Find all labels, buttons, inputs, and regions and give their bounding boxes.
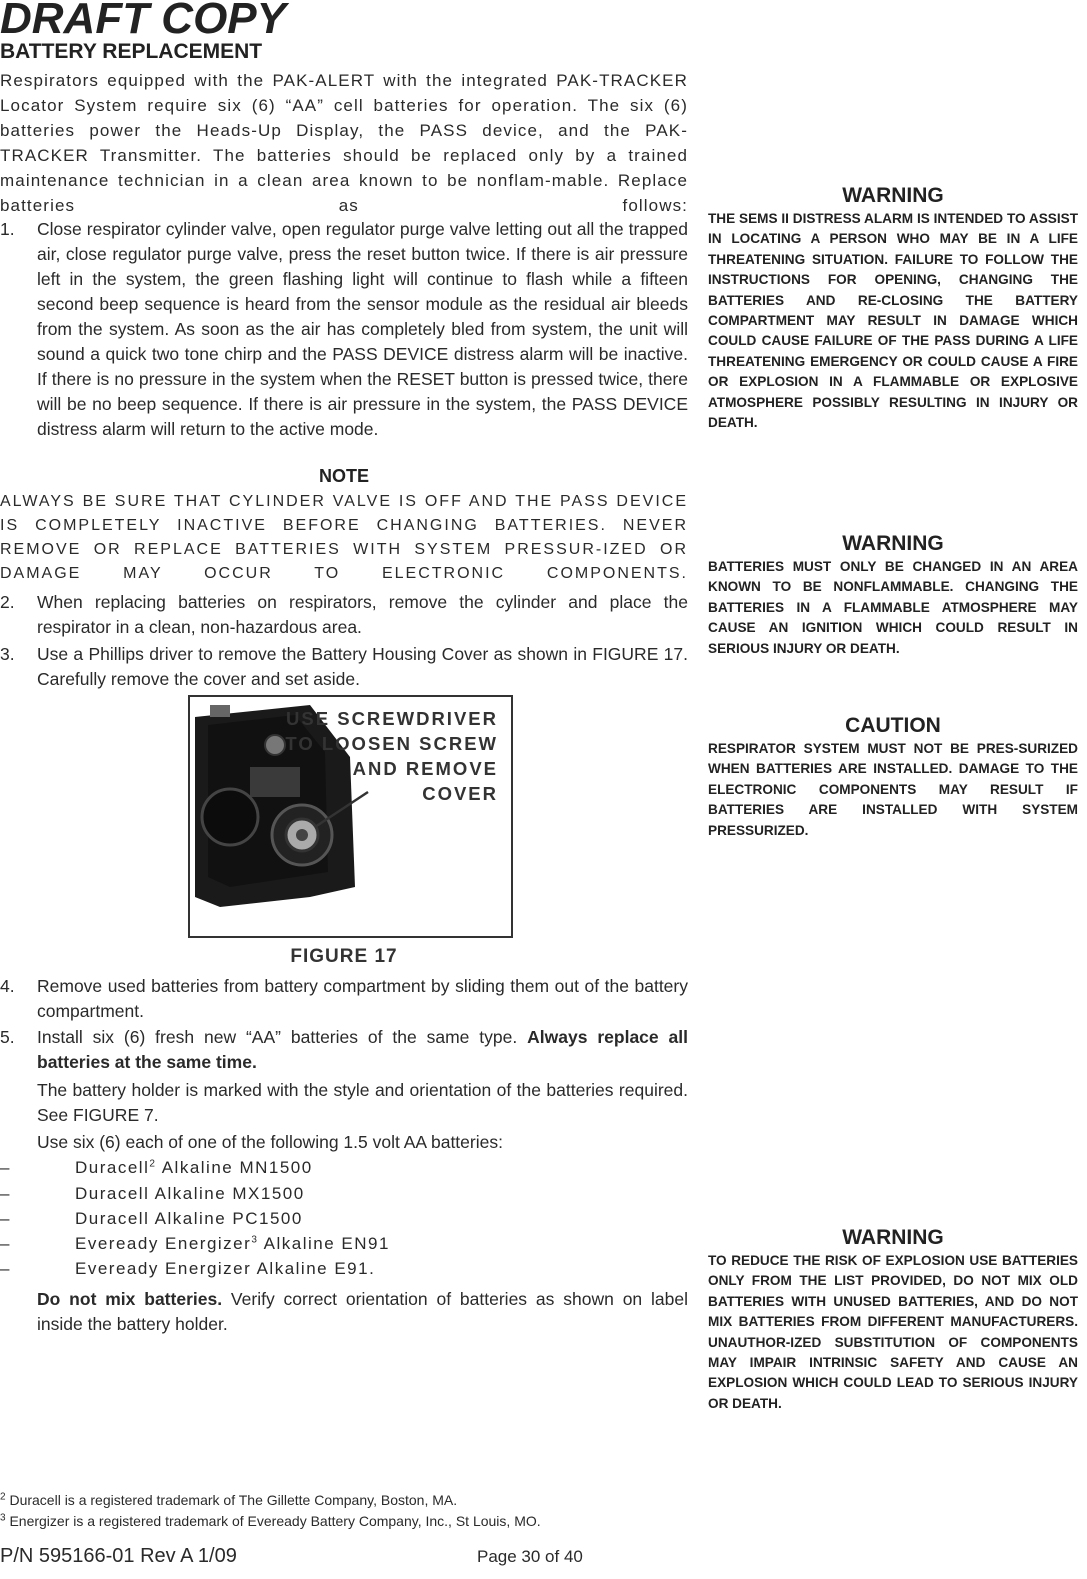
warning-heading: WARNING: [842, 184, 944, 207]
step-number: 5.: [0, 1027, 15, 1047]
mix-bold: Do not mix batteries.: [37, 1289, 223, 1309]
warning-text: THE SEMS II DISTRESS ALARM IS INTENDED TO ASSIST IN LOCATING A PERSON WHO MAY BE IN A LIFE THREATENING SITUATION. FAILURE TO FOLLOW THE INSTRUCTIONS FOR OPENING, CHANGING THE BATTERIES AND RE-CLOSING THE BATTERY COMPARTMENT MAY RESULT IN DAMAGE WHICH COULD CAUSE FAILURE OF THE PASS DURING A LIFE THREATENING EMERGENCY OR COULD CAUSE A FIRE OR EXPLOSION IN A FLAMMABLE OR EXPLOSIVE ATMOSPHERE POSSIBLY RESULTING IN INJURY OR DEATH.: [708, 211, 1078, 431]
footnote-text: Duracell is a registered trademark of The Gillette Company, Boston, MA.: [5, 1492, 458, 1508]
battery-item: [0, 1158, 313, 1178]
footnote-ref: 3: [251, 1234, 259, 1246]
warning-box-3: [708, 1225, 1078, 1414]
footnote-ref: 2: [149, 1158, 157, 1170]
callout-line: AND REMOVE: [352, 758, 498, 779]
step-number: 1.: [0, 219, 15, 239]
use-paragraph: Use six (6) each of one of the following 1.5 volt AA batteries:: [37, 1132, 503, 1152]
note-text: ALWAYS BE SURE THAT CYLINDER VALVE IS OFF AND THE PASS DEVICE IS COMPLETELY INACTIVE BEFORE CHANGING BATTERIES. NEVER REMOVE OR REPLACE BATTERIES WITH SYSTEM PRESSUR-IZED OR DAMAGE MAY OCCUR TO ELECTRONIC COMPONENTS.: [0, 493, 688, 582]
warning-text: BATTERIES MUST ONLY BE CHANGED IN AN AREA KNOWN TO BE NONFLAMMABLE. CHANGING THE BATTERIES IN A FLAMMABLE ATMOSPHERE MAY CAUSE AN IGNITION WHICH COULD RESULT IN SERIOUS INJURY OR DEATH.: [708, 559, 1078, 656]
battery-name: Duracell Alkaline MX1500: [75, 1184, 305, 1203]
step-text: When replacing batteries on respirators, remove the cylinder and place the respirator in a clean, non-hazardous area.: [37, 592, 688, 637]
step-5: [0, 1025, 688, 1075]
step-3: [0, 642, 688, 692]
battery-name: Duracell Alkaline PC1500: [75, 1209, 303, 1228]
mix-paragraph: [37, 1287, 688, 1337]
battery-model: Alkaline EN91: [258, 1234, 390, 1253]
list-dash: –: [0, 1184, 11, 1203]
footnote-2: [0, 1492, 457, 1508]
footnote-text: Energizer is a registered trademark of Eveready Battery Company, Inc., St Louis, MO.: [5, 1513, 541, 1529]
warning-box-2: [708, 531, 1078, 659]
battery-name: Eveready Energizer: [75, 1234, 252, 1253]
figure-callout: [188, 706, 498, 806]
battery-item: [0, 1234, 390, 1254]
footnote-mark: 2: [0, 1491, 6, 1503]
callout-line: USE SCREWDRIVER: [286, 708, 498, 729]
step-text: Remove used batteries from battery compartment by sliding them out of the battery compartment.: [37, 976, 688, 1021]
step-number: 4.: [0, 976, 15, 996]
caution-heading: CAUTION: [845, 714, 941, 737]
battery-name: Eveready Energizer Alkaline E91.: [75, 1259, 376, 1278]
battery-item: [0, 1259, 375, 1279]
step-text-bold: Always replace all batteries at the same time.: [37, 1027, 688, 1072]
battery-model: Alkaline MN1500: [156, 1158, 313, 1177]
step-number: 3.: [0, 644, 15, 664]
draft-watermark: DRAFT COPY: [0, 0, 286, 43]
warning-heading: WARNING: [842, 1226, 944, 1249]
callout-line: TO LOOSEN SCREW: [285, 733, 498, 754]
warning-box-1: [708, 183, 1078, 433]
step-4: [0, 974, 688, 1024]
warning-text: TO REDUCE THE RISK OF EXPLOSION USE BATTERIES ONLY FROM THE LIST PROVIDED, DO NOT MIX OLD BATTERIES WITH UNUSED BATTERIES, AND DO NOT MIX BATTERIES FROM DIFFERENT MANUFACTURERS. UNAUTHOR-IZED SUBSTITUTION OF COMPONENTS MAY IMPAIR INTRINSIC SAFETY AND CAUSE AN EXPLOSION WHICH COULD LEAD TO SERIOUS INJURY OR DEATH.: [708, 1253, 1078, 1411]
page-number: Page 30 of 40: [477, 1547, 583, 1566]
list-dash: –: [0, 1158, 11, 1177]
footnote-mark: 3: [0, 1512, 6, 1524]
step-text-main: Install six (6) fresh new “AA” batteries of the same type.: [37, 1027, 528, 1047]
battery-item: [0, 1184, 305, 1204]
section-title: BATTERY REPLACEMENT: [0, 40, 263, 63]
holder-paragraph: The battery holder is marked with the style and orientation of the batteries required. See FIGURE 7.: [37, 1080, 688, 1125]
mix-text: Verify correct orientation of batteries as shown on label inside the battery holder.: [37, 1289, 688, 1334]
step-1: [0, 217, 688, 442]
step-number: 2.: [0, 592, 15, 612]
callout-line: COVER: [422, 783, 498, 804]
step-text: [37, 1025, 688, 1075]
battery-item: [0, 1209, 303, 1229]
figure-caption: FIGURE 17: [290, 946, 398, 967]
note-heading: NOTE: [318, 466, 369, 486]
list-dash: –: [0, 1209, 11, 1228]
intro-paragraph: Respirators equipped with the PAK-ALERT with the integrated PAK-TRACKER Locator System require six (6) “AA” cell batteries for operation. The six (6) batteries power the Heads-Up Display, the PASS device, and the PAK-TRACKER Transmitter. The batteries should be replaced only by a trained maintenance technician in a clean area known to be nonflam-mable. Replace batteries as follows:: [0, 71, 688, 215]
step-text: Close respirator cylinder valve, open regulator purge valve letting out all the trapped air, close regulator purge valve, press the reset button twice. If there is air pressure left in the system, the green flashing light will continue to flash while a fifteen second beep sequence is heard from the sensor module as the residual air bleeds from the system. As soon as the air has completely bled from system, the unit will sound a quick two tone chirp and the PASS DEVICE distress alarm will be inactive. If there is no pressure in the system when the RESET button is pressed twice, there will be no beep sequence. If there is air pressure in the system, the PASS DEVICE distress alarm will return to the active mode.: [37, 219, 688, 439]
step-2: [0, 590, 688, 640]
warning-heading: WARNING: [842, 532, 944, 555]
caution-text: RESPIRATOR SYSTEM MUST NOT BE PRES-SURIZED WHEN BATTERIES ARE INSTALLED. DAMAGE TO THE ELECTRONIC COMPONENTS MAY RESULT IF BATTERIES ARE INSTALLED WITH SYSTEM PRESSURIZED.: [708, 741, 1078, 838]
list-dash: –: [0, 1259, 11, 1278]
step-text: Use a Phillips driver to remove the Battery Housing Cover as shown in FIGURE 17. Carefully remove the cover and set aside.: [37, 644, 688, 689]
caution-box: [708, 713, 1078, 841]
footnote-3: [0, 1513, 541, 1529]
list-dash: –: [0, 1234, 11, 1253]
part-number: P/N 595166-01 Rev A 1/09: [0, 1545, 237, 1567]
battery-name: Duracell: [75, 1158, 150, 1177]
